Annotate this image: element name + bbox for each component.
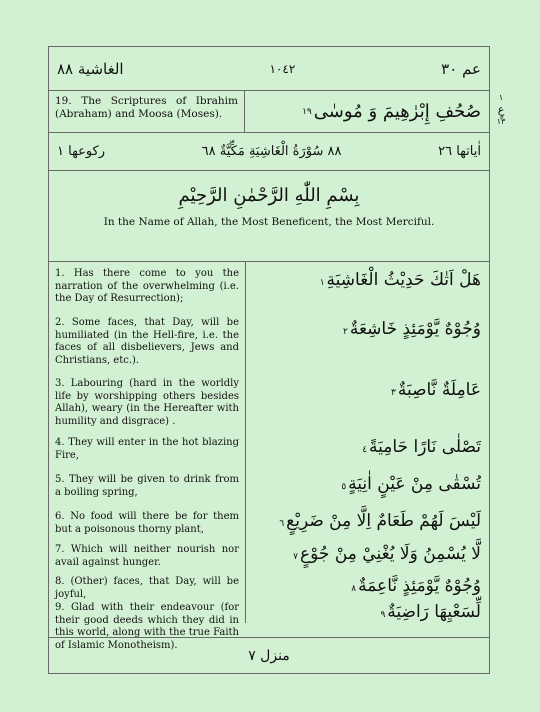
verse-translation: 9. Glad with their endeavour (for their good deeds which they did in this world, along with the true Faith of Islamic Monotheism).	[55, 602, 239, 651]
page-frame	[48, 46, 490, 674]
verses-table	[49, 261, 489, 651]
basmala	[49, 171, 489, 251]
header-surah-name: الغاشية ٨٨	[57, 59, 124, 78]
surah-ruku-count: ركوعها ١	[57, 144, 106, 159]
verse-end-marker: ٧	[293, 552, 298, 562]
basmala-translation: In the Name of Allah, the Most Beneficent, the Most Merciful.	[103, 216, 435, 228]
verse-arabic-text: لِّسَعْيِهَا رَاضِيَةٌ	[387, 602, 481, 622]
verse-arabic-text: هَلْ اَتٰكَ حَدِيْثُ الْغَاشِيَةِ	[326, 270, 481, 290]
ruku-marker-symbol: عٍ	[497, 103, 505, 116]
verse-translation: 6. No food will there be for them but a poisonous thorny plant,	[55, 511, 239, 535]
surah-title: ٨٨ سُوْرَةُ الْغَاشِيَةِ مَكِّيَّةٌ ٦٨	[201, 144, 342, 159]
surah-heading	[49, 133, 489, 171]
verse-arabic	[291, 544, 481, 564]
header-juz: عم ٣٠	[441, 59, 481, 78]
verse-arabic-text: عَامِلَةٌ نَّاصِبَةٌ	[397, 380, 481, 400]
manzil-footer	[49, 637, 489, 674]
surah-ayat-count: اٰياتها ٢٦	[438, 144, 481, 159]
ruku-marker	[494, 92, 508, 128]
verse-translation: 3. Labouring (hard in the worldly life by worshipping others besides Allah), weary (in the Hereafter with humility and disgrace) .	[55, 378, 239, 427]
verse-end-marker: ٨	[351, 584, 357, 594]
verse-arabic	[389, 380, 481, 400]
verse-end-marker: ٦	[279, 519, 285, 529]
verse-translation: 1. Has there come to you the narration of the overwhelming (i.e. the Day of Resurrection);	[55, 268, 239, 304]
verse-arabic	[349, 576, 481, 596]
verse-end-marker: ٤	[362, 445, 368, 455]
verse-translation: 5. They will be given to drink from a boiling spring,	[55, 474, 239, 498]
verse-translation: 7. Which will neither nourish nor avail against hunger.	[55, 544, 239, 568]
verse-arabic-text: لَيْسَ لَهُمْ طَعَامٌ اِلَّا مِنْ ضَرِيْعٍ	[286, 511, 481, 531]
verse-translation: 4. They will enter in the hot blazing Fire,	[55, 437, 239, 461]
verse-19-arabic-text: صُحُفِ إِبْرٰهِيمَ وَ مُوسٰى	[313, 101, 481, 122]
ruku-marker-small: ١	[498, 93, 504, 102]
verse-translation: 8. (Other) faces, that Day, will be joyful,	[55, 576, 239, 600]
verse-translation: 2. Some faces, that Day, will be humiliated (in the Hell-fire, i.e. the faces of all disbelievers, Jews and Christians, etc.).	[55, 317, 239, 366]
verse-arabic-text: تُسْقٰى مِنْ عَيْنٍ اٰنِيَةٍ	[348, 474, 481, 494]
basmala-arabic: بِسْمِ اللّٰهِ الرَّحْمٰنِ الرَّحِيْمِ	[178, 185, 360, 206]
ruku-marker-number: ١٣	[496, 117, 506, 126]
verse-end-marker: ٩	[380, 610, 386, 620]
verse-arabic-text: لَّا يُسْمِنُ وَلَا يُغْنِيْ مِنْ جُوْعٍ	[300, 544, 481, 564]
manzil-label: منزل ٧	[248, 648, 290, 664]
verse-arabic	[339, 474, 481, 494]
verse-end-marker: ٥	[341, 482, 347, 492]
verse-19-arabic	[245, 91, 489, 132]
verse-arabic	[360, 437, 481, 457]
verse-arabic	[318, 270, 481, 290]
verse-arabic-text: وُجُوْهٌ يَّوْمَئِذٍ خَاشِعَةٌ	[349, 319, 481, 339]
verse-end-marker: ١	[319, 278, 325, 288]
verse-arabic	[341, 319, 481, 339]
verse-arabic-text: تَصْلٰى نَارًا حَامِيَةً	[369, 437, 481, 457]
verse-19-translation: 19. The Scriptures of Ibrahim (Abraham) and Moosa (Moses).	[49, 91, 245, 132]
page-header	[49, 47, 489, 91]
verse-end-marker: ٢	[343, 327, 348, 337]
column-divider	[245, 262, 246, 623]
verse-arabic	[277, 511, 481, 531]
verse-row-19	[49, 91, 489, 133]
verse-arabic	[378, 602, 481, 622]
verse-end-marker: ١٩	[302, 106, 312, 117]
verse-arabic-text: وُجُوْهٌ يَّوْمَئِذٍ نَّاعِمَةٌ	[358, 576, 481, 596]
verse-end-marker: ٣	[390, 388, 396, 398]
page-number: ١٠٤٢	[269, 61, 296, 76]
